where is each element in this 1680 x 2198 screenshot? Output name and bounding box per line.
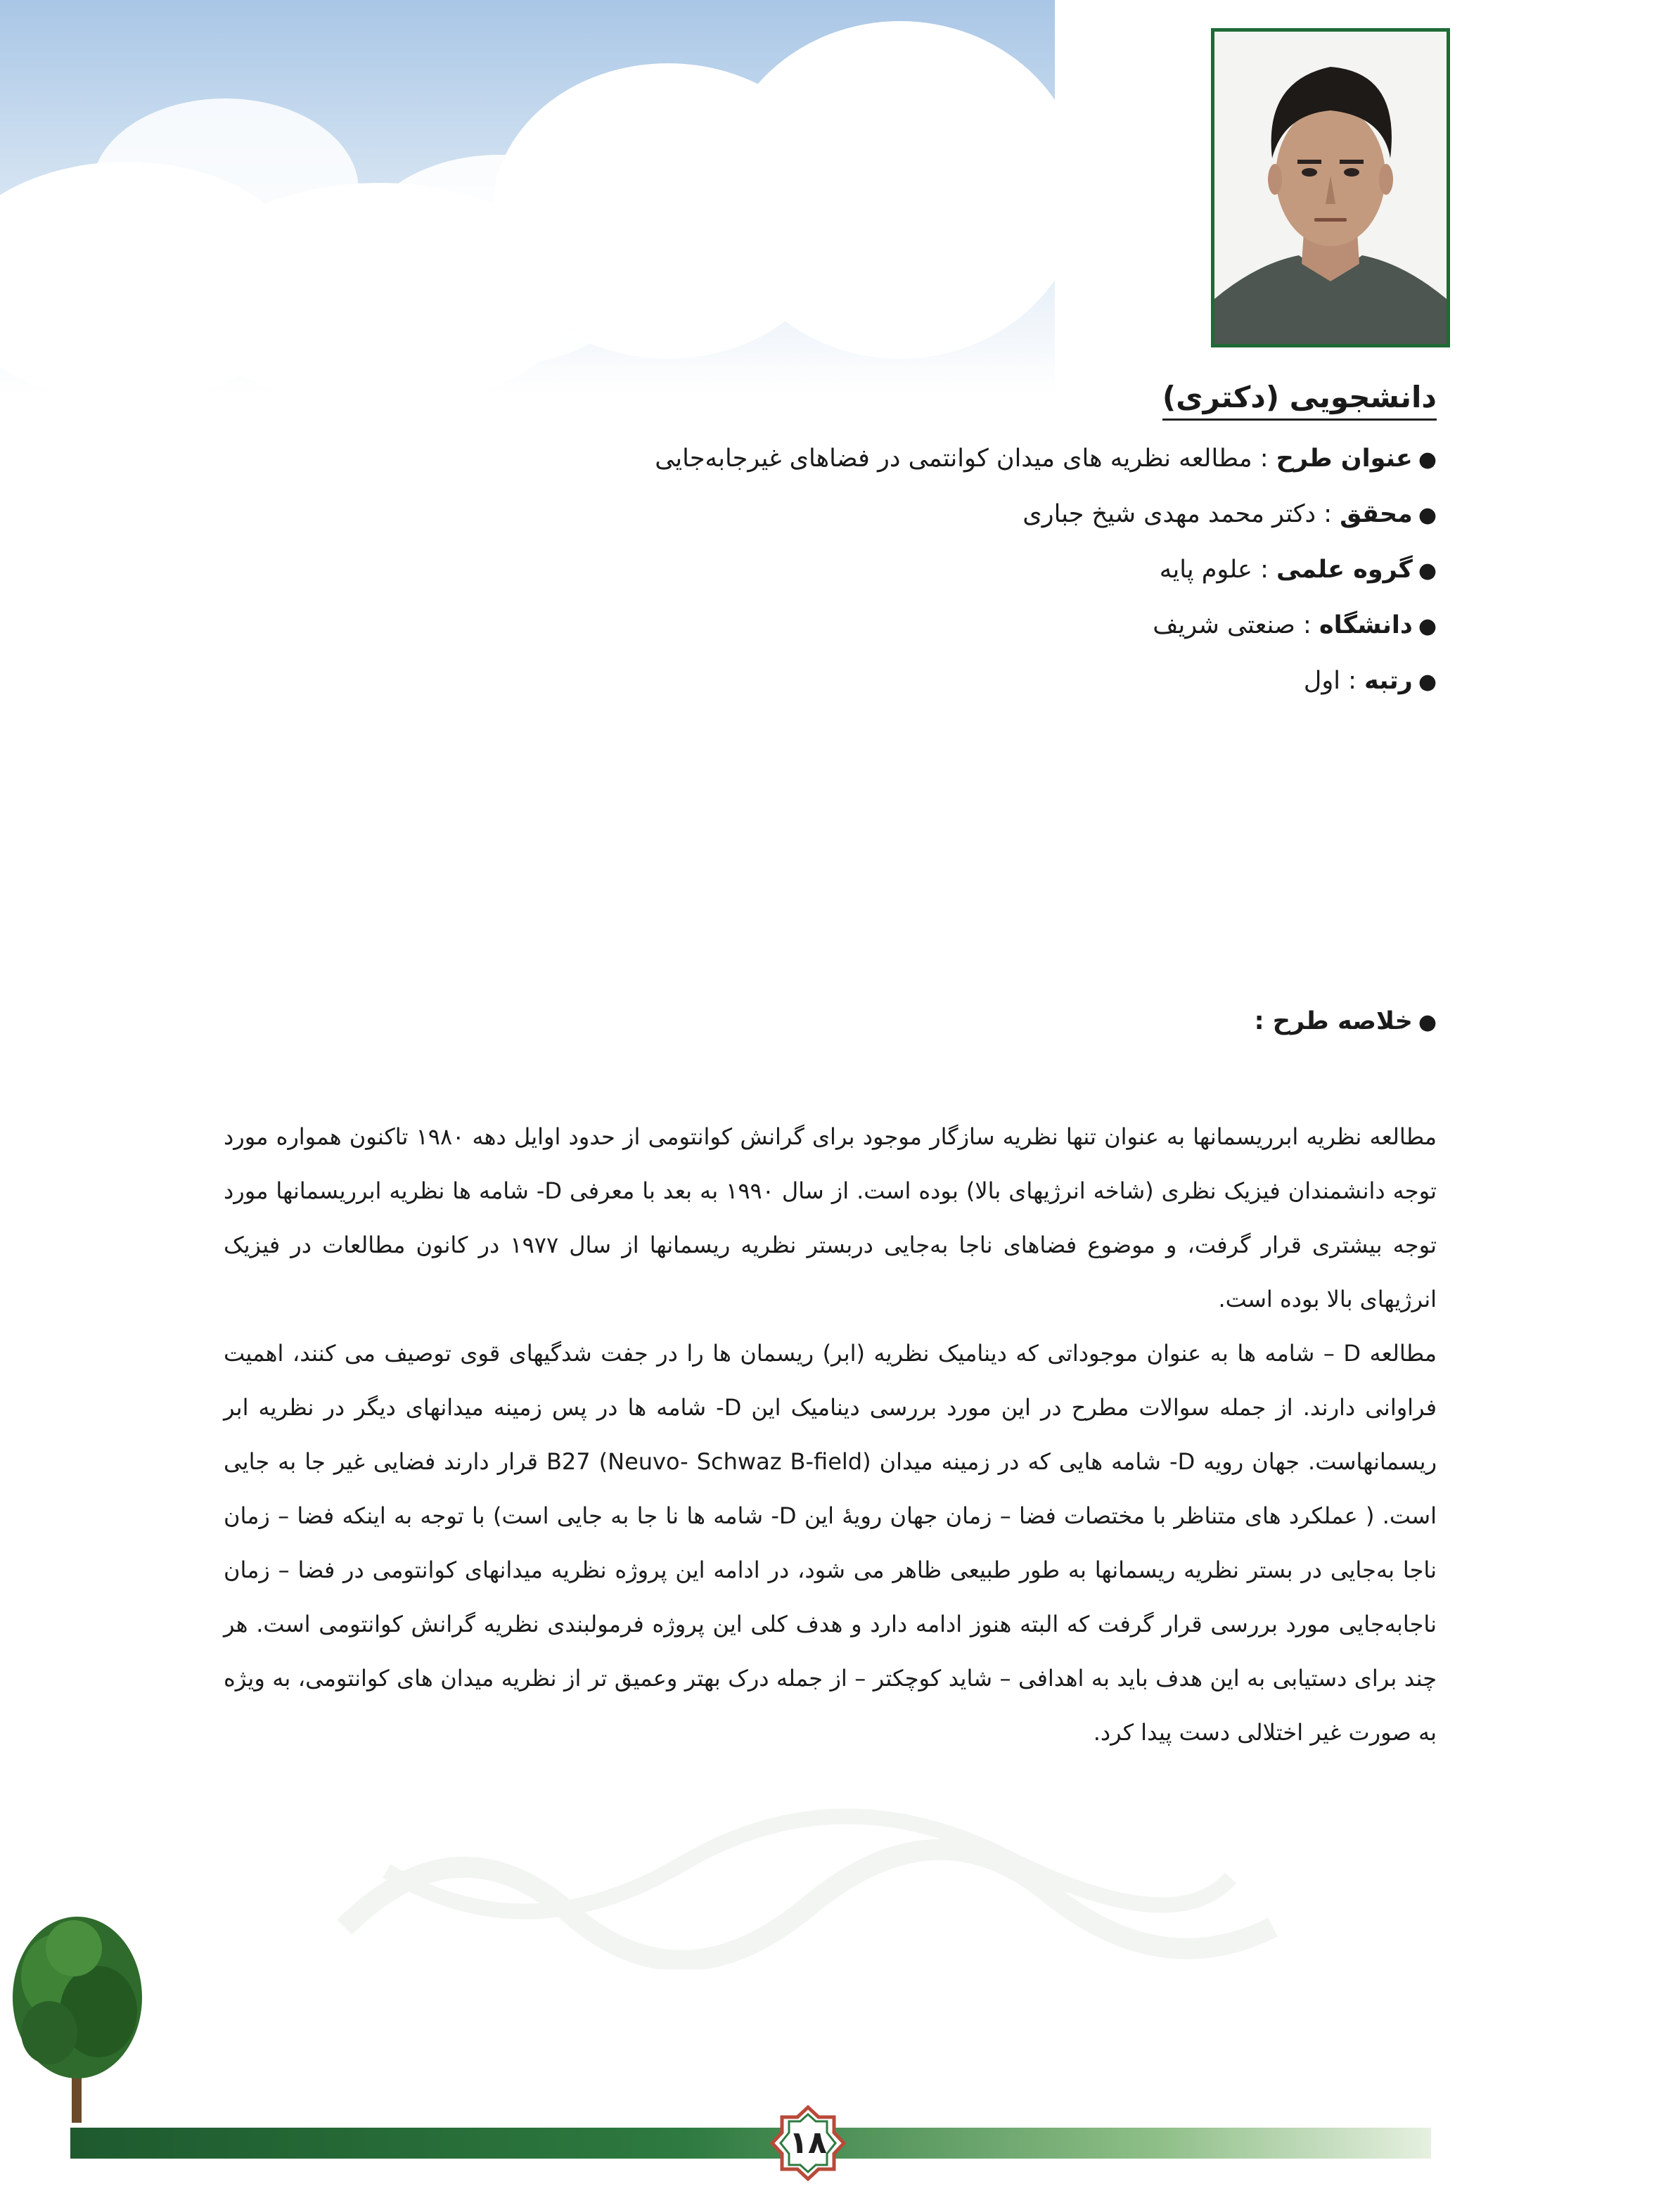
info-value: صنعتی شریف <box>1153 611 1295 639</box>
title-block <box>1162 380 1437 421</box>
page-title: دانشجویی (دکتری) <box>1162 380 1437 421</box>
info-separator: : <box>1340 667 1364 695</box>
summary-heading <box>1255 1007 1437 1035</box>
info-item-scientific-group <box>382 549 1437 604</box>
summary-paragraph: مطالعه D – شامه ها به عنوان موجوداتی که دینامیک نظریه (ابر) ریسمان ها را در جفت شدگیهای قوی توصیف می کنند، اهمیت فراوانی دارند. از جمله سوالات مطرح در این مورد بررسی دینامیک این D- شامه ها در پس زمینه میدانهای دیگر در نظریه ابر ریسمانهاست. جهان رویه D- شامه هایی که در زمینه میدان B27 (Neuvo- Schwaz B-field) قرار دارند فضایی غیر جا به جایی است. ( عملکرد های متناظر با مختصات فضا – زمان جهان رویهٔ این D- شامه ها نا جا به جایی است) با توجه به اینکه فضا – زمان ناجا به‌جایی در بستر نظریه ریسمانها به طور طبیعی ظاهر می شود، در ادامه این پروژه نظریه میدانهای کوانتومی در فضا – زمان ناجابه‌جایی مورد بررسی قرار گرفت که البته هنوز ادامه دارد و هدف کلی این پروژه فرمولبندی نظریه گرانش کوانتومی است. هر چند برای دستیابی به این هدف باید به اهدافی – شاید کوچکتر – از جمله درک بهتر وعمیق تر از نظریه میدان های کوانتومی، به ویژه به صورت غیر اختلالی دست پیدا کرد. <box>224 1340 1437 1746</box>
info-separator: : <box>1316 500 1340 528</box>
portrait-photo <box>1211 28 1450 347</box>
info-value: مطالعه نظریه های میدان کوانتمی در فضاهای غیرجابه‌جایی <box>655 445 1252 473</box>
summary-body <box>224 1110 1437 1760</box>
info-item-university <box>382 604 1437 660</box>
sky-background <box>0 0 1055 394</box>
summary-heading-text: خلاصه طرح : <box>1254 1007 1413 1035</box>
portrait-image <box>1214 32 1447 344</box>
info-label: گروه علمی <box>1276 556 1413 584</box>
info-separator: : <box>1295 611 1319 639</box>
bullet-dot-icon: ● <box>1418 614 1437 639</box>
footer-bar <box>70 2128 1431 2159</box>
page-number: ۱۸ <box>789 2125 827 2161</box>
info-value: دکتر محمد مهدی شیخ جباری <box>1022 500 1316 528</box>
tree-icon <box>7 1906 148 2124</box>
info-value: علوم پایه <box>1159 556 1252 584</box>
bullet-dot-icon: ● <box>1418 558 1437 583</box>
info-separator: : <box>1252 445 1276 473</box>
info-item-project-title <box>382 437 1437 493</box>
bullet-dot-icon: ● <box>1418 503 1437 528</box>
info-label: محقق <box>1340 500 1413 528</box>
info-separator: : <box>1252 556 1276 584</box>
summary-paragraph: مطالعه نظریه ابرریسمانها به عنوان تنها نظریه سازگار موجود برای گرانش کوانتومی از حدود اوایل دهه ۱۹۸۰ تاکنون همواره مورد توجه دانشمندان فیزیک نظری (شاخه انرژیهای بالا) بوده است. از سال ۱۹۹۰ به بعد با معرفی D- شامه ها نظریه ابرریسمانها مورد توجه بیشتری قرار گرفت، و موضوع فضاهای ناجا به‌جایی دربستر نظریه ریسمانها از سال ۱۹۷۷ در کانون مطالعات در فیزیک انرژیهای بالا بوده است. <box>224 1123 1437 1312</box>
info-label: عنوان طرح <box>1276 445 1413 473</box>
info-label: رتبه <box>1364 667 1413 695</box>
info-item-rank <box>382 660 1437 715</box>
info-label: دانشگاه <box>1319 611 1413 639</box>
info-list <box>382 437 1437 715</box>
bullet-dot-icon: ● <box>1418 447 1437 472</box>
watermark-ornament <box>316 1787 1301 1969</box>
bullet-dot-icon: ● <box>1418 670 1437 694</box>
page-number-badge <box>769 2104 847 2182</box>
info-value: اول <box>1303 667 1340 695</box>
info-item-researcher <box>382 493 1437 549</box>
bullet-dot-icon: ● <box>1418 1010 1437 1035</box>
